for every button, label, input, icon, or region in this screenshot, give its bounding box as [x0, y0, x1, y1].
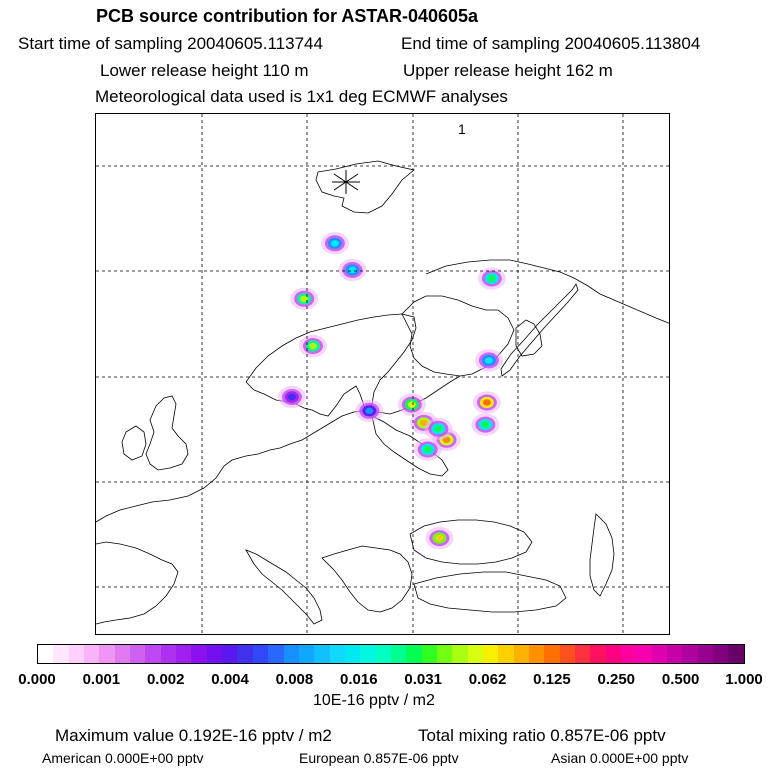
colorbar-segment — [207, 645, 222, 663]
scandinavia-coast — [246, 314, 416, 416]
colorbar-segment — [176, 645, 191, 663]
colorbar-segment — [115, 645, 130, 663]
concentration-hotspot — [483, 399, 491, 405]
american-contribution: American 0.000E+00 pptv — [42, 750, 204, 766]
colorbar-tick-label: 0.001 — [82, 671, 121, 688]
colorbar-segment — [468, 645, 483, 663]
european-contribution: European 0.857E-06 pptv — [299, 750, 459, 766]
colorbar-segment — [498, 645, 513, 663]
colorbar-segment — [145, 645, 160, 663]
novaya-zemlya-coast — [501, 284, 578, 376]
concentration-hotspot — [288, 394, 296, 400]
colorbar-segment — [53, 645, 68, 663]
map-canvas — [96, 114, 670, 635]
panel-number: 1 — [458, 121, 466, 137]
colorbar-tick-label: 0.500 — [661, 671, 700, 688]
colorbar-segment — [84, 645, 99, 663]
colorbar-segment — [222, 645, 237, 663]
colorbar-unit-label: 10E-16 pptv / m2 — [313, 692, 435, 709]
coastlines — [96, 161, 670, 624]
colorbar-tick-label: 0.002 — [146, 671, 185, 688]
colorbar-segment — [130, 645, 145, 663]
colorbar-segment — [391, 645, 406, 663]
colorbar-tick-label: 0.016 — [340, 671, 378, 688]
colorbar-tick-label: 0.062 — [468, 671, 507, 688]
colorbar-tick-label: 0.000 — [18, 671, 56, 688]
colorbar-segment — [544, 645, 559, 663]
turkey-coast — [414, 572, 566, 612]
colorbar-segment — [590, 645, 605, 663]
concentration-hotspot — [488, 275, 496, 281]
concentration-hotspot — [309, 343, 317, 349]
ireland-coast — [122, 426, 146, 460]
caspian-coast — [590, 514, 614, 596]
white-sea-coast — [516, 320, 542, 356]
total-mixing-ratio-label: Total mixing ratio 0.857E-06 pptv — [418, 726, 666, 745]
colorbar-tick-label: 1.000 — [725, 671, 763, 688]
britain-coast — [146, 396, 188, 470]
colorbar-segment — [330, 645, 345, 663]
colorbar-segment — [682, 645, 697, 663]
upper-release-label: Upper release height 162 m — [403, 61, 613, 80]
concentration-hotspot — [435, 535, 443, 541]
colorbar-tick-label: 0.004 — [211, 671, 249, 688]
colorbar-segment — [422, 645, 437, 663]
colorbar-segment — [560, 645, 575, 663]
colorbar-segment — [268, 645, 283, 663]
colorbar-segment — [437, 645, 452, 663]
chart-title: PCB source contribution for ASTAR-040605a — [96, 6, 479, 26]
concentration-hotspot — [434, 426, 442, 432]
lower-release-label: Lower release height 110 m — [100, 61, 309, 80]
colorbar-segment — [698, 645, 713, 663]
iberia-coast — [96, 542, 178, 624]
colorbar-tick-label: 0.125 — [533, 671, 571, 688]
graticule — [96, 114, 670, 635]
colorbar-segment — [652, 645, 667, 663]
concentration-hotspot — [424, 446, 432, 452]
colorbar-segment — [636, 645, 651, 663]
receptor-star-marker — [332, 170, 360, 194]
concentration-hotspot — [485, 357, 493, 363]
start-time-label: Start time of sampling 20040605.113744 — [18, 34, 323, 53]
concentration-hotspot — [331, 240, 339, 246]
colorbar-segment — [99, 645, 114, 663]
balkan-coast — [322, 546, 412, 612]
colorbar-segment — [161, 645, 176, 663]
colorbar-segment — [38, 645, 53, 663]
colorbar-segment — [621, 645, 636, 663]
colorbar-segment — [314, 645, 329, 663]
colorbar-segment — [253, 645, 268, 663]
colorbar-segment — [345, 645, 360, 663]
concentration-field — [278, 232, 506, 549]
colorbar-segment — [728, 645, 743, 663]
colorbar-segment — [191, 645, 206, 663]
colorbar-segment — [452, 645, 467, 663]
colorbar-segment — [69, 645, 84, 663]
colorbar-tick-label: 0.031 — [404, 671, 442, 688]
colorbar-segment — [514, 645, 529, 663]
svalbard-coast — [316, 161, 414, 213]
colorbar-segment — [406, 645, 421, 663]
end-time-label: End time of sampling 20040605.113804 — [401, 34, 701, 53]
colorbar-segment — [483, 645, 498, 663]
colorbar-segment — [575, 645, 590, 663]
colorbar-tick-label: 0.008 — [275, 671, 314, 688]
colorbar-segment — [713, 645, 728, 663]
concentration-hotspot — [481, 421, 489, 427]
colorbar-tick-label: 0.250 — [597, 671, 636, 688]
concentration-hotspot — [408, 401, 416, 407]
max-value-label: Maximum value 0.192E-16 pptv / m2 — [55, 726, 332, 745]
asian-contribution: Asian 0.000E+00 pptv — [551, 750, 689, 766]
colorbar-segment — [667, 645, 682, 663]
colorbar-segment — [284, 645, 299, 663]
colorbar-segment — [606, 645, 621, 663]
concentration-hotspot — [348, 267, 356, 273]
colorbar-segment — [376, 645, 391, 663]
colorbar-segment — [237, 645, 252, 663]
colorbar-segment — [360, 645, 375, 663]
met-data-label: Meteorological data used is 1x1 deg ECMWF analyses — [95, 87, 508, 106]
map-panel — [95, 113, 670, 635]
colorbar-segment — [529, 645, 544, 663]
colorbar-segment — [299, 645, 314, 663]
concentration-hotspot — [365, 408, 373, 414]
colorbar — [37, 644, 745, 664]
